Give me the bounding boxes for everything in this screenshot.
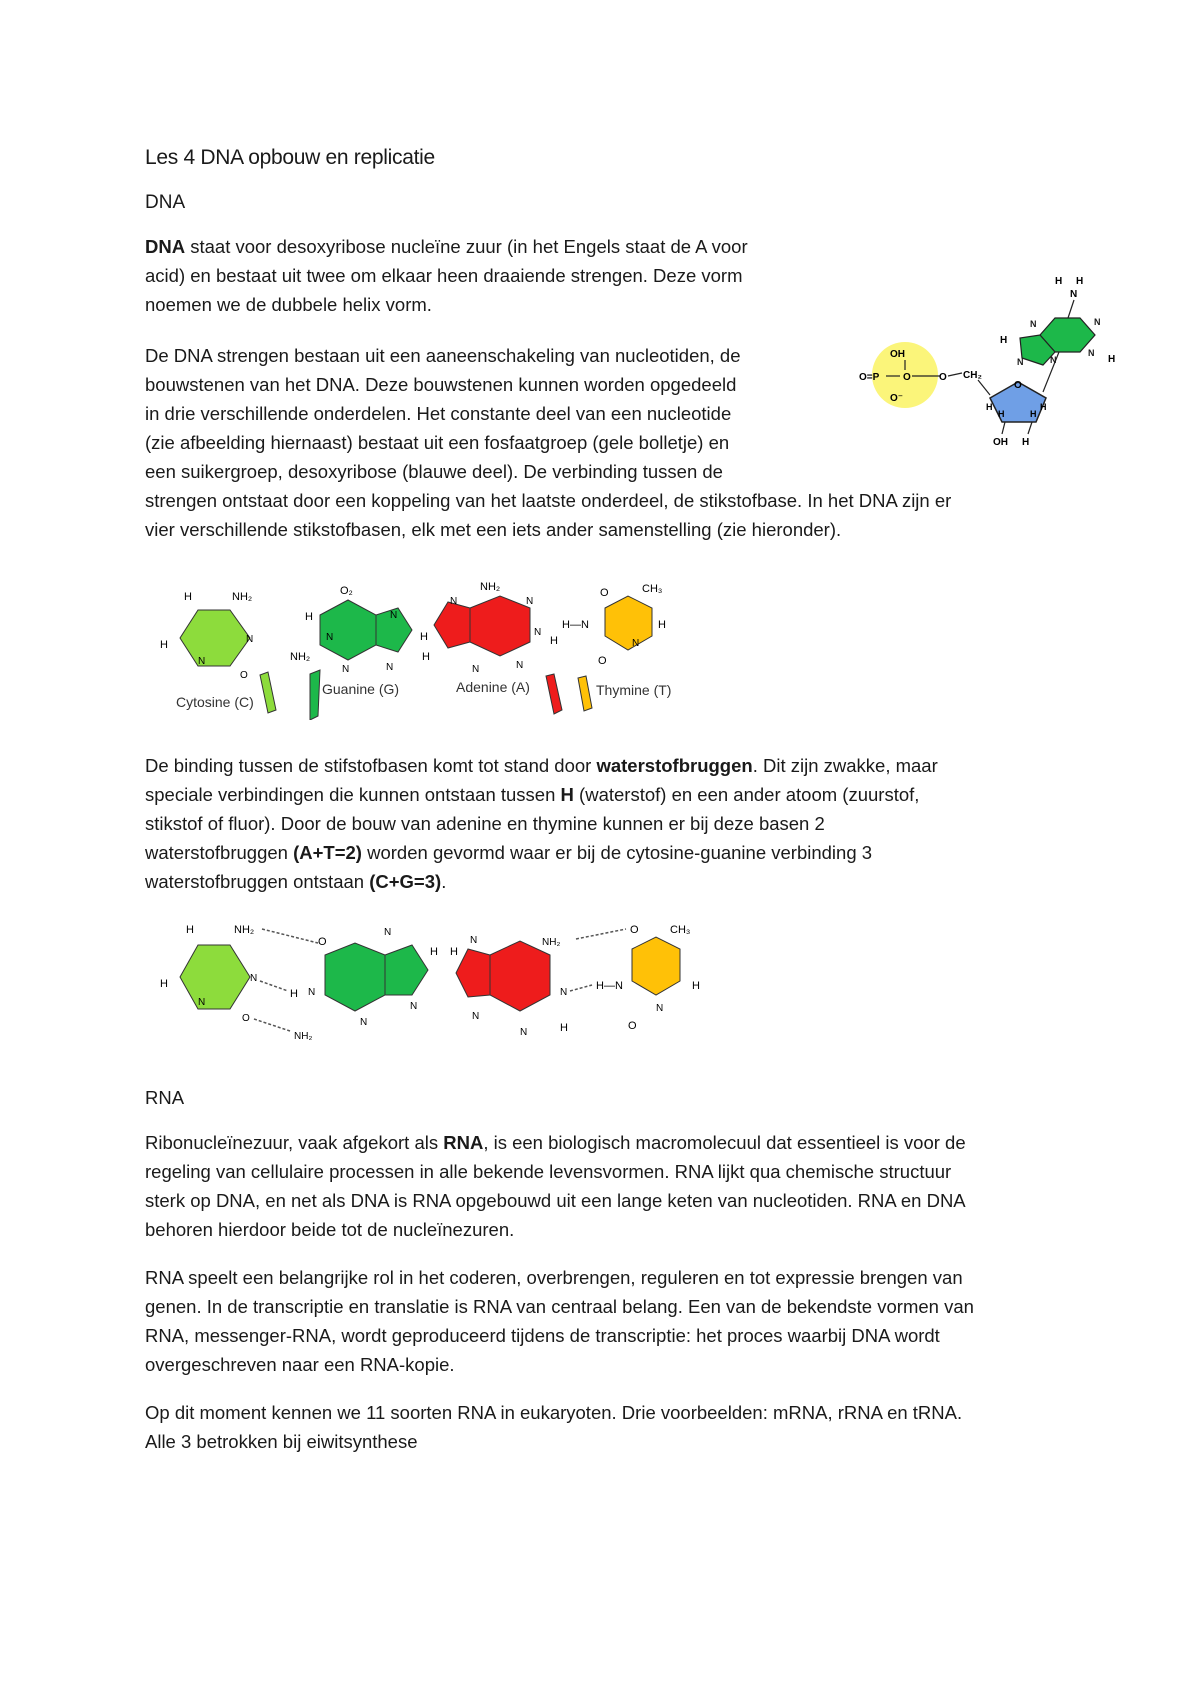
atom-label: N xyxy=(384,927,392,938)
atom-label: NH₂ xyxy=(290,651,311,663)
atom-label: N xyxy=(472,1011,480,1022)
cytosine-block xyxy=(260,672,276,713)
atom-label: H xyxy=(692,980,700,992)
atom-label: N xyxy=(450,596,458,607)
atom-label: N xyxy=(1050,355,1057,365)
thymine-block xyxy=(578,676,592,711)
atom-label: H xyxy=(998,409,1005,419)
adenine-block xyxy=(546,674,562,714)
atom-label: OH xyxy=(890,349,905,360)
atom-label: N xyxy=(534,627,542,638)
atom-label: H xyxy=(560,1022,568,1034)
atom-label: N xyxy=(250,973,258,984)
atom-label: O=P xyxy=(859,372,880,383)
atom-label: N xyxy=(1088,348,1095,358)
atom-label: H xyxy=(1040,402,1047,412)
paragraph-line: genen. In de transcriptie en translatie is RNA van centraal belang. Een van de bekendste vormen van xyxy=(145,1296,974,1317)
paragraph-line: sterk op DNA, en net als DNA is RNA opgebouwd uit een lange keten van nucleotiden. RNA en DNA xyxy=(145,1190,966,1211)
atom-label: N xyxy=(470,935,478,946)
base-label-thymine: Thymine (T) xyxy=(596,682,672,698)
atom-label: O xyxy=(598,655,607,667)
atom-label: N xyxy=(1030,319,1037,329)
bold-term: RNA xyxy=(443,1132,484,1153)
atom-label: H xyxy=(1022,437,1030,448)
base-label-adenine: Adenine (A) xyxy=(456,679,530,695)
atom-label: O₂ xyxy=(340,585,353,597)
paragraph-line: RNA speelt een belangrijke rol in het coderen, overbrengen, reguleren en tot expressie brengen van xyxy=(145,1267,963,1288)
bold-term: H xyxy=(560,784,574,805)
atom-label: N xyxy=(1017,357,1024,367)
atom-label: CH₃ xyxy=(670,924,691,936)
atom-label: N xyxy=(342,664,350,675)
atom-label: N xyxy=(198,997,206,1008)
atom-label: H xyxy=(290,988,298,1000)
paragraph-line: noemen we de dubbele helix vorm. xyxy=(145,294,432,315)
atom-label: N xyxy=(246,634,254,645)
atom-label: O xyxy=(630,924,639,936)
atom-label: H xyxy=(160,639,168,651)
atom-label: H xyxy=(184,591,192,603)
paragraph-line: De binding tussen de stifstofbasen komt tot stand door waterstofbruggen. Dit zijn zwakke, maar xyxy=(145,755,938,776)
atom-label: H—N xyxy=(596,980,623,992)
guanine-molecule xyxy=(320,600,376,660)
atom-label: O xyxy=(1014,380,1022,391)
atom-label: N xyxy=(326,632,334,643)
atom-label: H xyxy=(1076,276,1084,287)
atom-label: CH₂ xyxy=(963,370,982,381)
paragraph-line: waterstofbruggen ontstaan (C+G=3). xyxy=(145,871,447,892)
atom-label: N xyxy=(472,664,480,675)
atom-label: H xyxy=(420,631,428,643)
atom-label: O xyxy=(939,372,947,383)
atom-label: O xyxy=(318,936,327,948)
paragraph-line: RNA, messenger-RNA, wordt geproduceerd tijdens de transcriptie: het proces waarbij DNA wordt xyxy=(145,1325,940,1346)
paragraph-line: overgeschreven naar een RNA-kopie. xyxy=(145,1354,455,1375)
atom-label: NH₂ xyxy=(232,591,253,603)
section-heading-dna: DNA xyxy=(145,192,186,213)
atom-label: N xyxy=(526,596,534,607)
atom-label: O xyxy=(903,372,911,383)
atom-label: H xyxy=(422,651,430,663)
section-heading-rna: RNA xyxy=(145,1087,185,1108)
base-label-guanine: Guanine (G) xyxy=(322,681,400,697)
bold-term: (A+T=2) xyxy=(293,842,362,863)
paragraph-line: een suikergroep, desoxyribose (blauwe deel). De verbinding tussen de xyxy=(145,461,723,482)
atom-label: NH₂ xyxy=(234,924,255,936)
atom-label: N xyxy=(1070,289,1078,300)
atom-label: N xyxy=(632,638,640,649)
atom-label: N xyxy=(410,1001,418,1012)
paragraph-line: vier verschillende stikstofbasen, elk met een iets ander samenstelling (zie hieronder). xyxy=(145,519,842,540)
paragraph-line: DNA staat voor desoxyribose nucleïne zuur (in het Engels staat de A voor xyxy=(145,236,748,257)
atom-label: N xyxy=(516,660,524,671)
atom-label: CH₃ xyxy=(642,583,663,595)
bold-term: DNA xyxy=(145,236,186,257)
atom-label: O xyxy=(240,670,248,681)
paragraph-line: Op dit moment kennen we 11 soorten RNA in eukaryoten. Drie voorbeelden: mRNA, rRNA en tRNA. xyxy=(145,1402,963,1423)
atom-label: H xyxy=(1030,409,1037,419)
atom-label: O xyxy=(600,587,609,599)
paragraph-line: De DNA strengen bestaan uit een aaneenschakeling van nucleotiden, de xyxy=(145,345,741,366)
paragraph-line: strengen ontstaat door een koppeling van het laatste onderdeel, de stikstofbase. In het DNA zijn er xyxy=(145,490,952,511)
atom-label: H xyxy=(658,619,666,631)
paragraph-line: acid) en bestaat uit twee om elkaar heen draaiende strengen. Deze vorm xyxy=(145,265,743,286)
adenine-molecule xyxy=(470,596,530,656)
bold-term: (C+G=3) xyxy=(369,871,442,892)
atom-label: N xyxy=(386,662,394,673)
bold-term: waterstofbruggen xyxy=(596,755,753,776)
adenine-molecule xyxy=(490,941,550,1011)
thymine-molecule xyxy=(605,596,652,650)
base-label-cytosine: Cytosine (C) xyxy=(176,694,254,710)
atom-label: O⁻ xyxy=(890,393,904,404)
base-pairing-figure xyxy=(150,915,750,1055)
paragraph-line: Alle 3 betrokken bij eiwitsynthese xyxy=(145,1431,418,1452)
page-title: Les 4 DNA opbouw en replicatie xyxy=(145,146,435,169)
atom-label: H xyxy=(550,635,558,647)
atom-label: NH₂ xyxy=(480,581,501,593)
paragraph-line: waterstofbruggen (A+T=2) worden gevormd waar er bij de cytosine-guanine verbinding 3 xyxy=(145,842,873,863)
paragraph-line: bouwstenen van het DNA. Deze bouwstenen kunnen worden opgedeeld xyxy=(145,374,737,395)
atom-label: H xyxy=(450,946,458,958)
nucleotide-figure xyxy=(850,270,1120,470)
atom-label: N xyxy=(1094,317,1101,327)
atom-label: NH₂ xyxy=(542,937,561,948)
atom-label: N xyxy=(520,1027,528,1038)
paragraph-line: in drie verschillende onderdelen. Het constante deel van een nucleotide xyxy=(145,403,732,424)
atom-label: O xyxy=(628,1020,637,1032)
atom-label: H xyxy=(430,946,438,958)
paragraph-line: Ribonucleïnezuur, vaak afgekort als RNA, is een biologisch macromolecuul dat essentieel is voor de xyxy=(145,1132,966,1153)
atom-label: NH₂ xyxy=(294,1031,313,1042)
cytosine-molecule xyxy=(180,945,250,1009)
atom-label: H xyxy=(305,611,313,623)
paragraph-line: speciale verbindingen die kunnen ontstaan tussen H (waterstof) en een ander atoom (zuurstof, xyxy=(145,784,920,805)
atom-label: N xyxy=(656,1003,664,1014)
atom-label: H xyxy=(1000,335,1008,346)
thymine-molecule xyxy=(632,937,680,995)
paragraph-line: behoren hierdoor beide tot de nucleïnezuren. xyxy=(145,1219,515,1240)
paragraph-line: regeling van cellulaire processen in alle bekende levensvormen. RNA lijkt qua chemische structuur xyxy=(145,1161,952,1182)
paragraph-line: (zie afbeelding hiernaast) bestaat uit een fosfaatgroep (gele bolletje) en xyxy=(145,432,730,453)
atom-label: N xyxy=(560,987,568,998)
atom-label: H xyxy=(186,924,194,936)
atom-label: H xyxy=(1055,276,1063,287)
nitrogen-bases-figure xyxy=(150,580,730,720)
atom-label: N xyxy=(308,987,316,998)
atom-label: N xyxy=(198,656,206,667)
atom-label: H xyxy=(160,978,168,990)
atom-label: O xyxy=(242,1013,250,1024)
atom-label: N xyxy=(390,610,398,621)
paragraph-line: stikstof of fluor). Door de bouw van adenine en thymine kunnen er bij deze basen 2 xyxy=(145,813,825,834)
atom-label: N xyxy=(360,1017,368,1028)
guanine-molecule xyxy=(325,943,385,1011)
atom-label: OH xyxy=(993,437,1008,448)
guanine-block xyxy=(310,670,320,720)
atom-label: H xyxy=(986,402,993,412)
cytosine-molecule xyxy=(180,610,250,666)
atom-label: H xyxy=(1108,354,1116,365)
atom-label: H—N xyxy=(562,619,589,631)
